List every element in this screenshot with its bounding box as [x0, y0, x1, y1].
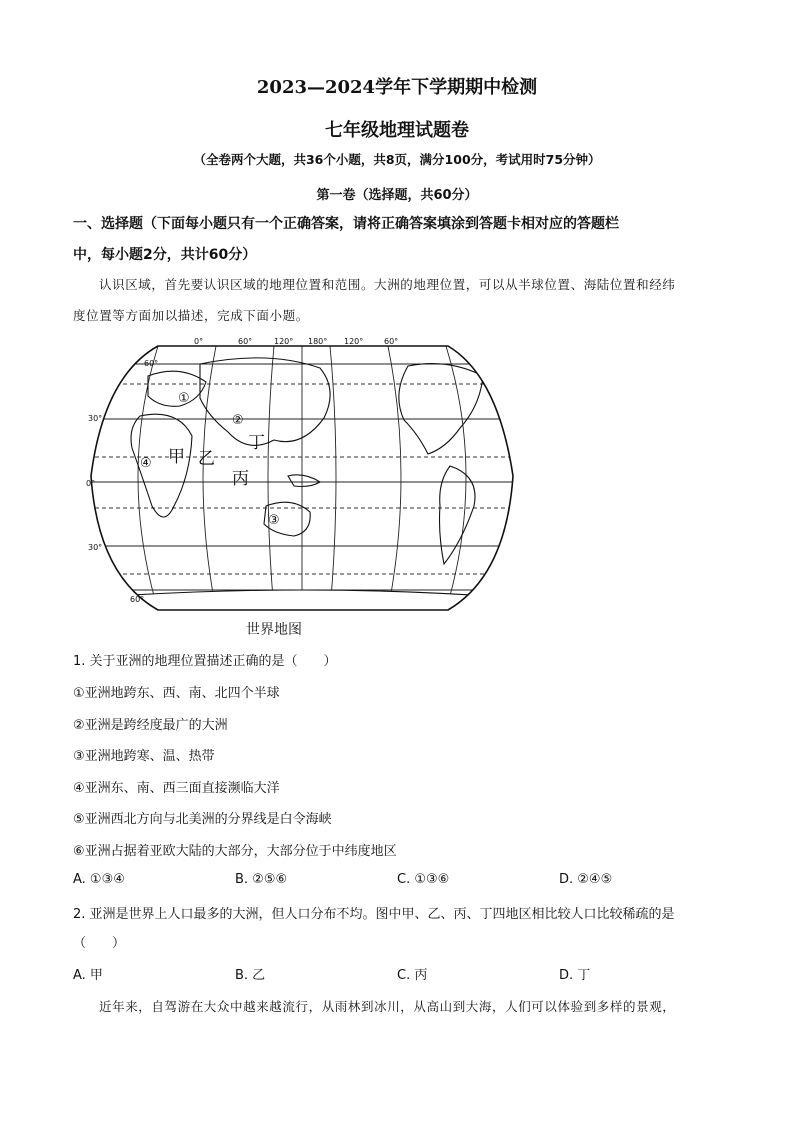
q1-statement-6: ⑥亚洲占据着亚欧大陆的大部分，大部分位于中纬度地区 — [73, 844, 397, 859]
map-caption: 世界地图 — [246, 622, 302, 638]
lon-label: 120° — [344, 337, 364, 346]
intro-paragraph-line2: 度位置等方面加以描述，完成下面小题。 — [73, 308, 309, 323]
q1-statement-4: ④亚洲东、南、西三面直接濒临大洋 — [73, 781, 280, 796]
lon-label: 60° — [384, 337, 399, 346]
lat-label: 60° — [130, 595, 145, 604]
region-marker-1: ① — [178, 391, 190, 406]
q2-option-d[interactable]: D. 丁 — [559, 968, 591, 983]
q1-statement-3: ③亚洲地跨寒、温、热带 — [73, 749, 215, 764]
part-heading: 第一卷（选择题，共60分） — [316, 188, 478, 203]
region-marker-2: ② — [232, 413, 244, 428]
region-label-yi: 乙 — [198, 449, 215, 469]
q2-option-c[interactable]: C. 丙 — [397, 968, 428, 983]
question-2-blank: （ ） — [73, 936, 126, 951]
intro-paragraph-2-line1: 近年来，自驾游在大众中越来越流行，从雨林到冰川，从高山到大海，人们可以体验到多样的景观， — [99, 999, 676, 1014]
q1-statement-2: ②亚洲是跨经度最广的大洲 — [73, 718, 228, 733]
q1-option-a[interactable]: A. ①③④ — [73, 872, 125, 887]
lon-label: 0° — [194, 337, 204, 346]
exam-title: 2023—2024学年下学期期中检测 — [256, 77, 538, 98]
q2-option-b[interactable]: B. 乙 — [235, 968, 266, 983]
question-1-stem: 1. 关于亚洲的地理位置描述正确的是（ ） — [73, 654, 337, 669]
question-2-stem: 2. 亚洲是世界上人口最多的大洲，但人口分布不均。图中甲、乙、丙、丁四地区相比较人口比较稀疏的是 — [73, 907, 675, 922]
q1-statement-1: ①亚洲地跨东、西、南、北四个半球 — [73, 686, 280, 701]
region-label-bing: 丙 — [232, 469, 249, 489]
section-heading-line2: 中，每小题2分，共计60分） — [73, 247, 257, 263]
region-label-jia: 甲 — [168, 447, 185, 467]
region-marker-3: ③ — [268, 513, 280, 528]
region-label-ding: 丁 — [248, 433, 265, 453]
q1-option-b[interactable]: B. ②⑤⑥ — [235, 872, 288, 887]
exam-subtitle: 七年级地理试题卷 — [325, 120, 469, 141]
lon-label: 180° — [308, 337, 328, 346]
section-heading-line1: 一、选择题（下面每小题只有一个正确答案，请将正确答案填涂到答题卡相对应的答题栏 — [73, 216, 619, 232]
lat-label: 60° — [144, 359, 159, 368]
lat-label: 30° — [88, 414, 103, 423]
region-marker-4: ④ — [140, 456, 152, 471]
q2-option-a[interactable]: A. 甲 — [73, 968, 103, 983]
lon-label: 60° — [238, 337, 253, 346]
world-map-figure — [88, 336, 516, 640]
lat-label: 30° — [88, 543, 103, 552]
q1-option-c[interactable]: C. ①③⑥ — [397, 872, 450, 887]
q1-option-d[interactable]: D. ②④⑤ — [559, 872, 613, 887]
q1-statement-5: ⑤亚洲西北方向与北美洲的分界线是白令海峡 — [73, 812, 332, 827]
intro-paragraph-line1: 认识区域，首先要认识区域的地理位置和范围。大洲的地理位置，可以从半球位置、海陆位置和经纬 — [99, 277, 676, 292]
exam-note: （全卷两个大题，共36个小题，共8页，满分100分，考试用时75分钟） — [193, 152, 601, 167]
lat-label: 0° — [86, 479, 96, 488]
lon-label: 120° — [274, 337, 294, 346]
